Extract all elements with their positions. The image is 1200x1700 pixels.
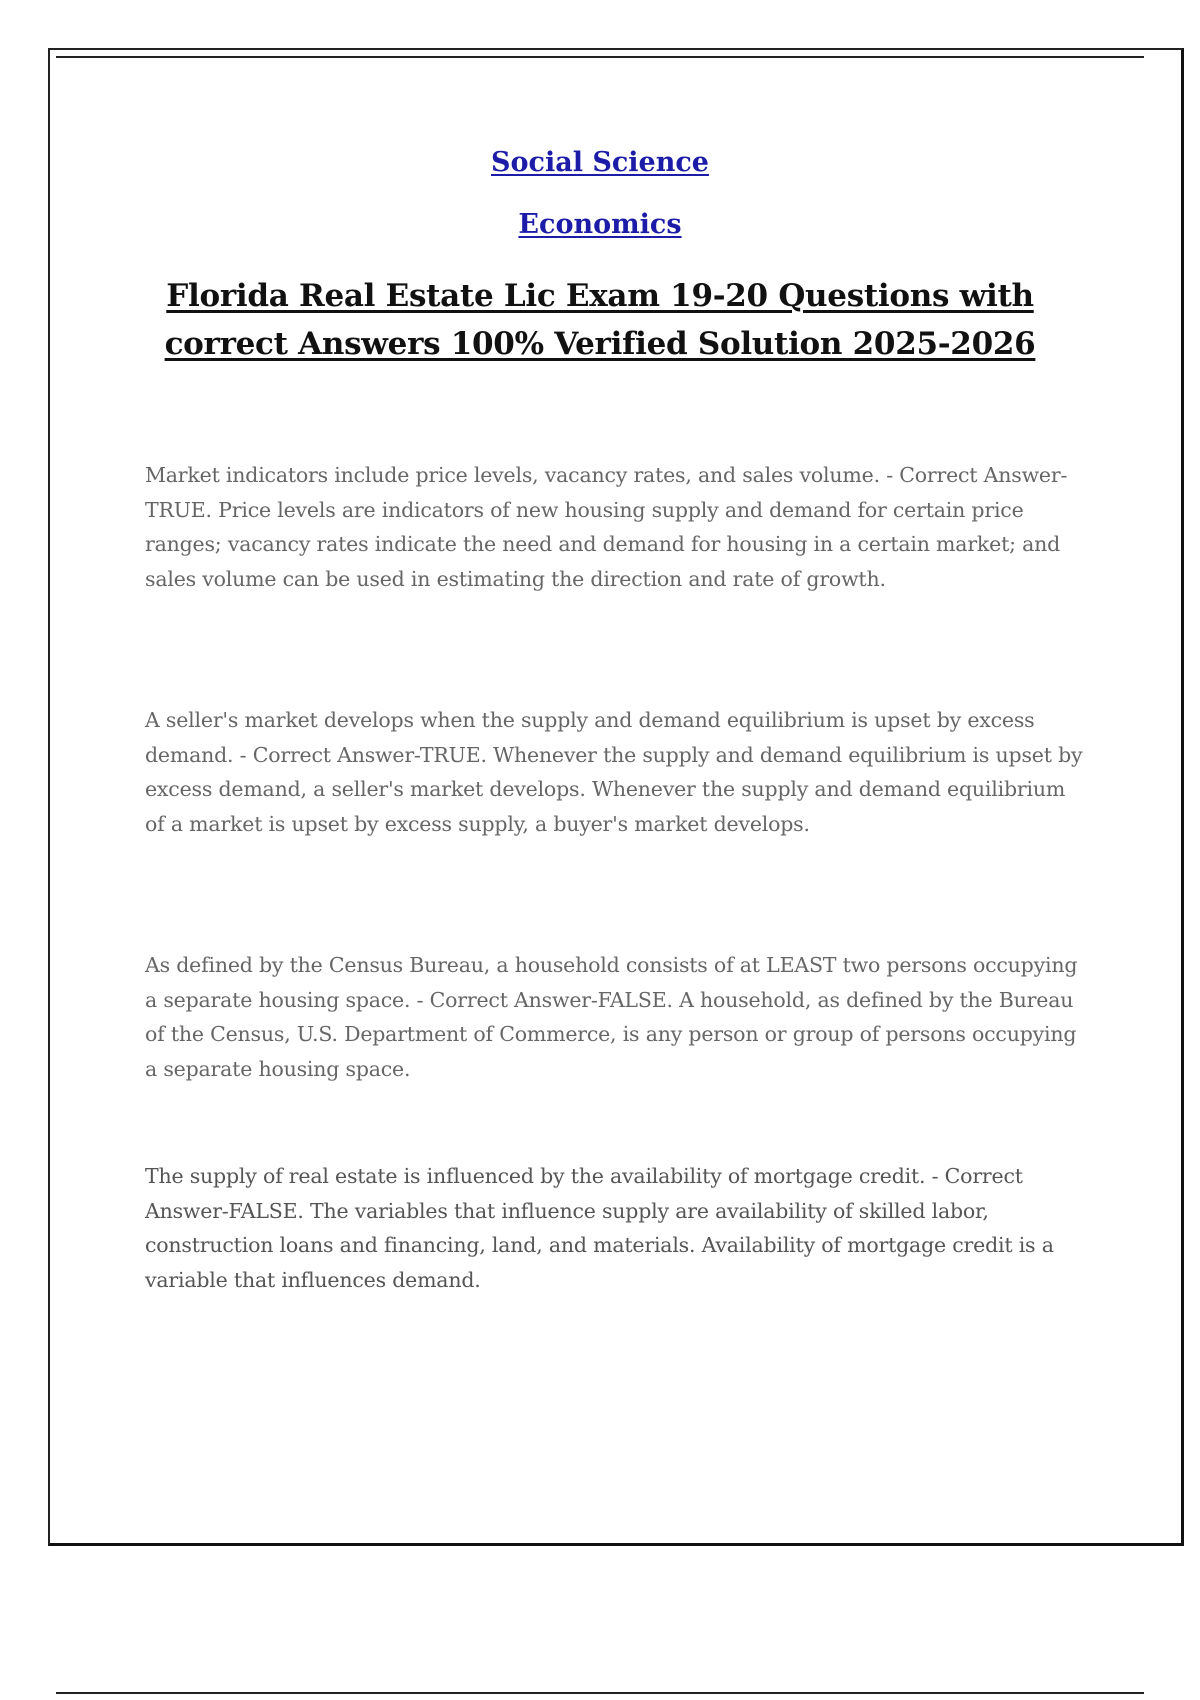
- question-answer-3: As defined by the Census Bureau, a household consists of at LEAST two persons occupying a separate housing space. - Correct Answer-FALSE. A household, as defined by the Bureau of the Census, U.S. Department of Commerce, is any person or group of persons occupying a separate housing space.: [145, 953, 1078, 1081]
- document-title: [0, 272, 1200, 368]
- top-rule: [56, 56, 1144, 58]
- question-answer-1: Market indicators include price levels, vacancy rates, and sales volume. - Correct Answer-TRUE. Price levels are indicators of new housing supply and demand for certain price ranges; vacancy rates indicate the need and demand for housing in a certain market; and sales volume can be used in estimating the direction and rate of growth.: [145, 463, 1068, 591]
- question-answer-4: The supply of real estate is influenced by the availability of mortgage credit. - Correct Answer-FALSE. The variables that influence supply are availability of skilled labor, construction loans and financing, land, and materials. Availability of mortgage credit is a variable that influences demand.: [145, 1164, 1054, 1292]
- subject-link[interactable]: Social Science: [491, 147, 709, 178]
- bottom-rule: [56, 1692, 1144, 1694]
- question-answer-2: A seller's market develops when the supply and demand equilibrium is upset by excess demand. - Correct Answer-TRUE. Whenever the supply and demand equilibrium is upset by excess demand, a seller's market develops. Whenever the supply and demand equilibrium of a market is upset by excess supply, a buyer's market develops.: [145, 708, 1083, 836]
- topic-link[interactable]: Economics: [518, 209, 682, 240]
- title-line-2: correct Answers 100% Verified Solution 2025-2026: [164, 326, 1036, 362]
- title-line-1: Florida Real Estate Lic Exam 19-20 Questions with: [166, 278, 1034, 314]
